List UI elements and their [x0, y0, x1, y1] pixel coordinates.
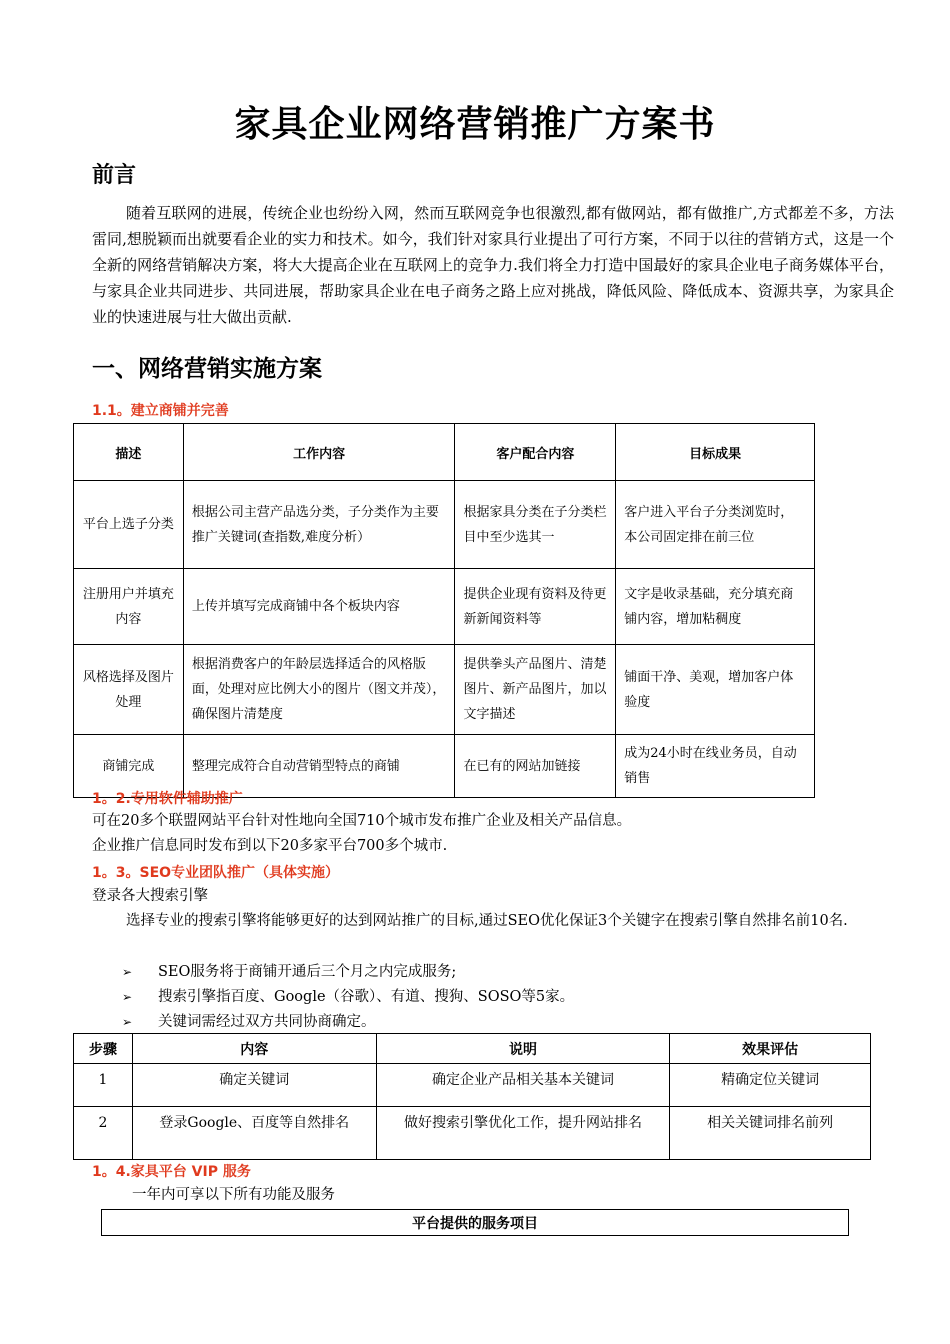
subsection-1-3-title: 1。3。SEO专业团队推广（具体实施）	[92, 865, 340, 881]
subsection-1-4-title: 1。4.家具平台 VIP 服务	[92, 1164, 251, 1180]
table-cell: 提供拳头产品图片、清楚图片、新产品图片，加以文字描述	[455, 645, 616, 735]
table-header-cell: 步骤	[74, 1034, 133, 1064]
table-cell: 登录Google、百度等自然排名	[132, 1107, 376, 1160]
table-cell: 根据公司主营产品选分类，子分类作为主要推广关键词(查指数,难度分析）	[183, 481, 455, 569]
table-cell: 平台上选子分类	[74, 481, 184, 569]
list-item: ➢ 关键词需经过双方共同协商确定。	[122, 1010, 574, 1035]
table-cell: 提供企业现有资料及待更新新闻资料等	[455, 569, 616, 645]
table-cell: 成为24小时在线业务员，自动销售	[616, 735, 815, 798]
table-row	[74, 645, 815, 735]
document-title: 家具企业网络营销推广方案书	[234, 103, 716, 145]
table-header-cell: 客户配合内容	[455, 424, 616, 481]
table-row	[74, 481, 815, 569]
table-cell: 1	[74, 1064, 133, 1107]
seo-intro-line: 登录各大搜索引擎	[92, 888, 208, 904]
table-cell: 注册用户并填充内容	[74, 569, 184, 645]
table-header-cell: 工作内容	[183, 424, 455, 481]
preface-paragraph: 随着互联网的进展，传统企业也纷纷入网，然而互联网竞争也很激烈,都有做网站，都有做推广,方式都差不多，方法雷同,想脱颖而出就要看企业的实力和技术。如今，我们针对家具行业提出了可行方案，不同于以往的营销方式，这是一个全新的网络营销解决方案，将大大提高企业在互联网上的竞争力.我们将全力打造中国最好的家具企业电子商务媒体平台，与家具企业共同进步、共同进展，帮助家具企业在电子商务之路上应对挑战，降低风险、降低成本、资源共享，为家具企业的快速进展与壮大做出贡献.	[92, 204, 894, 326]
table-cell: 做好搜索引擎优化工作，提升网站排名	[376, 1107, 670, 1160]
table-header-cell: 描述	[74, 424, 184, 481]
arrow-bullet-icon: ➢	[122, 990, 133, 1004]
table-header-row	[74, 1034, 871, 1064]
table-cell: 相关关键词排名前列	[670, 1107, 871, 1160]
list-item: ➢ 搜索引擎指百度、Google（谷歌）、有道、搜狗、SOSO等5家。	[122, 985, 574, 1010]
software-promo-line: 企业推广信息同时发布到以下20多家平台700多个城市.	[92, 838, 448, 854]
preface-heading: 前言	[92, 162, 137, 188]
list-item: ➢ SEO服务将于商铺开通后三个月之内完成服务;	[122, 960, 574, 985]
table-cell: 客户进入平台子分类浏览时，本公司固定排在前三位	[616, 481, 815, 569]
table-row	[74, 1107, 871, 1160]
table-cell: 整理完成符合自动营销型特点的商铺	[183, 735, 455, 798]
subsection-1-1-title: 1.1。建立商铺并完善	[92, 403, 229, 419]
section1-heading: 一、网络营销实施方案	[92, 355, 322, 382]
shop-setup-table	[73, 423, 815, 798]
vip-services-table	[101, 1209, 849, 1236]
software-promo-line: 可在20多个联盟网站平台针对性地向全国710个城市发布推广企业及相关产品信息。	[92, 813, 632, 829]
table-header-row	[74, 424, 815, 481]
table-cell: 根据消费客户的年龄层选择适合的风格版面，处理对应比例大小的图片（图文并茂），确保图片清楚度	[183, 645, 455, 735]
table-header-cell: 效果评估	[670, 1034, 871, 1064]
table-header-row	[102, 1210, 849, 1236]
table-cell: 商铺完成	[74, 735, 184, 798]
seo-steps-table	[73, 1033, 871, 1160]
arrow-bullet-icon: ➢	[122, 965, 133, 979]
table-header-cell: 平台提供的服务项目	[102, 1210, 849, 1236]
table-cell: 铺面干净、美观，增加客户体验度	[616, 645, 815, 735]
table-cell: 风格选择及图片处理	[74, 645, 184, 735]
table-cell: 确定关键词	[132, 1064, 376, 1107]
arrow-bullet-icon: ➢	[122, 1015, 133, 1029]
table-cell: 文字是收录基础，充分填充商铺内容，增加粘稠度	[616, 569, 815, 645]
table-header-cell: 目标成果	[616, 424, 815, 481]
subsection-1-2-title: 1。2.专用软件辅助推广	[92, 791, 243, 807]
table-row	[74, 569, 815, 645]
table-cell: 根据家具分类在子分类栏目中至少选其一	[455, 481, 616, 569]
table-row	[74, 1064, 871, 1107]
vip-intro-line: 一年内可享以下所有功能及服务	[132, 1187, 335, 1203]
seo-bullet-list	[122, 960, 574, 1035]
seo-description: 选择专业的搜索引擎将能够更好的达到网站推广的目标,通过SEO优化保证3个关键字在搜索引擎自然排名前10名.	[126, 913, 848, 929]
table-cell: 确定企业产品相关基本关键词	[376, 1064, 670, 1107]
table-header-cell: 内容	[132, 1034, 376, 1064]
table-cell: 2	[74, 1107, 133, 1160]
table-cell: 精确定位关键词	[670, 1064, 871, 1107]
table-cell: 在已有的网站加链接	[455, 735, 616, 798]
table-header-cell: 说明	[376, 1034, 670, 1064]
table-cell: 上传并填写完成商铺中各个板块内容	[183, 569, 455, 645]
